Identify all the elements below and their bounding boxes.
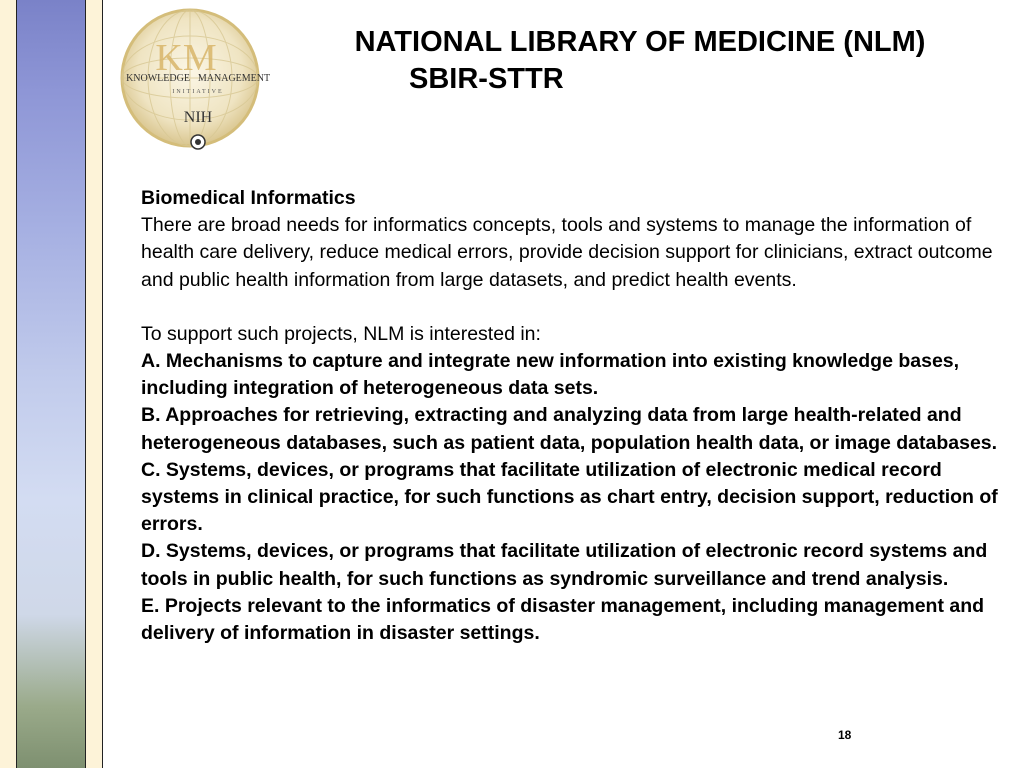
list-item-d: D. Systems, devices, or programs that facilitate utilization of electronic record systems and tools in public health, for such functions as syndromic surveillance and trend analysis. <box>141 540 988 590</box>
svg-text:NIH: NIH <box>183 109 213 126</box>
slide-title-line1: NATIONAL LIBRARY OF MEDICINE (NLM) <box>354 26 926 58</box>
svg-text:MANAGEMENT: MANAGEMENT <box>197 73 271 84</box>
section-heading: Biomedical Informatics <box>141 187 356 209</box>
slide-body <box>141 185 1001 647</box>
svg-text:INITIATIVE: INITIATIVE <box>172 89 224 95</box>
svg-text:KM: KM <box>155 37 217 79</box>
list-item-e: E. Projects relevant to the informatics of disaster management, including management and delivery of information in disaster settings. <box>141 594 985 645</box>
decorative-gradient-bar <box>17 0 85 768</box>
list-item-c: C. Systems, devices, or programs that facilitate utilization of electronic medical record systems in clinical practice, for such functions as chart entry, decision support, reduction of errors. <box>141 458 998 536</box>
slide-title-line2: SBIR-STTR <box>409 63 564 95</box>
support-line: To support such projects, NLM is interested in: <box>141 322 541 345</box>
spacer <box>141 294 1001 321</box>
svg-text:KNOWLEDGE: KNOWLEDGE <box>126 73 190 84</box>
intro-paragraph: There are broad needs for informatics concepts, tools and systems to manage the information of health care delivery, reduce medical errors, provide decision support for clinicians, extract outcome and public health information from large datasets, and predict health events. <box>141 214 993 291</box>
list-item-a: A. Mechanisms to capture and integrate new information into existing knowledge bases, including integration of heterogeneous data sets. <box>141 350 960 400</box>
decorative-stripe-left <box>0 0 17 768</box>
decorative-stripe-right <box>85 0 103 768</box>
page-number: 18 <box>838 728 852 742</box>
list-item-b: B. Approaches for retrieving, extracting and analyzing data from large health-related and heterogeneous databases, such as patient data, population health data, or image databases. <box>141 404 998 454</box>
